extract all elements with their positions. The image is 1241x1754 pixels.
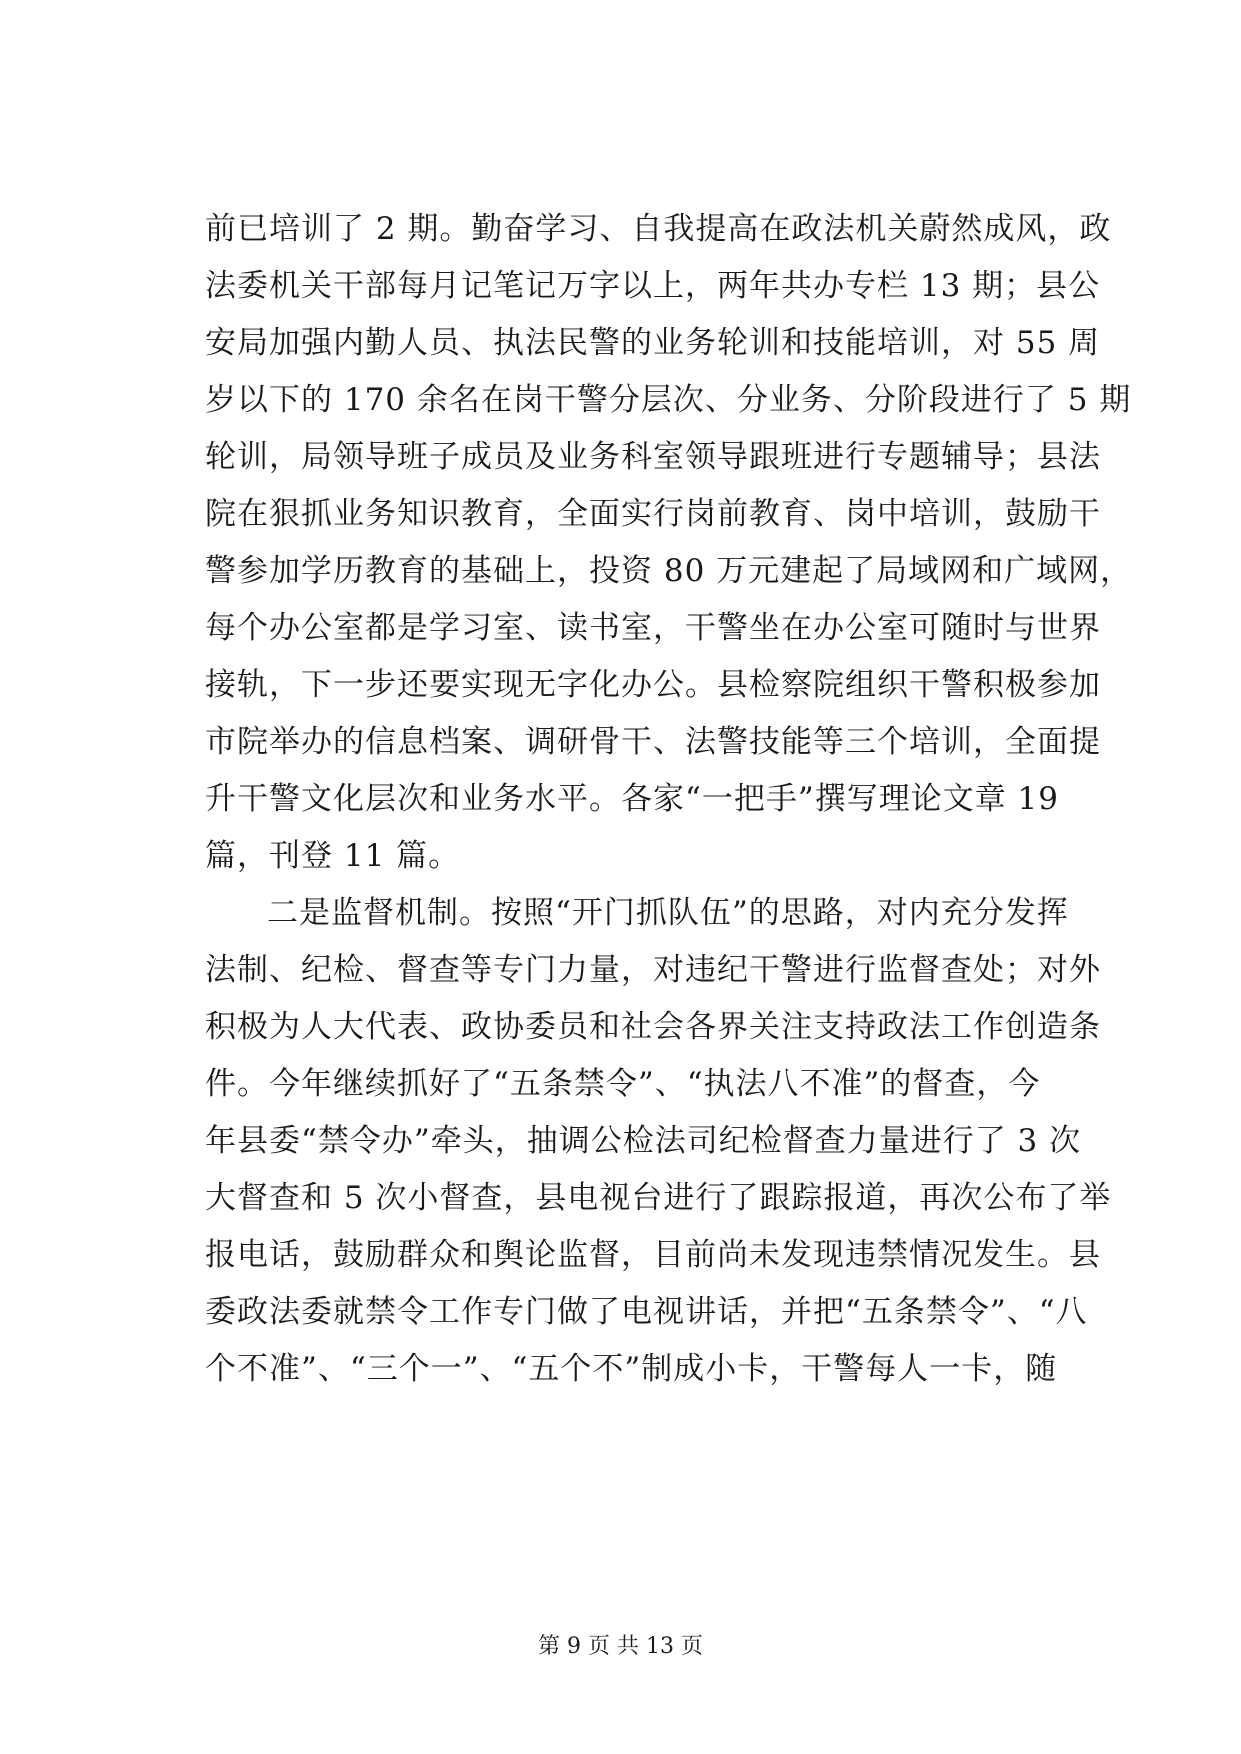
line-text: 院在狠抓业务知识教育，全面实行岗前教育、岗中培训，鼓励干 bbox=[205, 496, 1101, 532]
text-line bbox=[0, 1282, 1241, 1342]
line-text: 警参加学历教育的基础上，投资 80 万元建起了局域网和广域网， bbox=[205, 553, 1133, 589]
text-line bbox=[0, 1054, 1241, 1114]
page-footer bbox=[0, 1632, 1241, 1662]
text-line bbox=[0, 598, 1241, 658]
text-line bbox=[0, 541, 1241, 601]
text-line bbox=[0, 1168, 1241, 1228]
line-text: 委政法委就禁令工作专门做了电视讲话，并把“五条禁令”、“八 bbox=[205, 1294, 1088, 1330]
text-line bbox=[0, 313, 1241, 373]
line-text: 报电话，鼓励群众和舆论监督，目前尚未发现违禁情况发生。县 bbox=[205, 1237, 1101, 1273]
line-text: 件。今年继续抓好了“五条禁令”、“执法八不准”的督查，今 bbox=[205, 1066, 1041, 1102]
line-text: 二是监督机制。按照“开门抓队伍”的思路，对内充分发挥 bbox=[267, 895, 1069, 931]
line-text: 每个办公室都是学习室、读书室，干警坐在办公室可随时与世界 bbox=[205, 610, 1101, 646]
text-line bbox=[0, 484, 1241, 544]
line-text: 个不准”、“三个一”、“五个不”制成小卡，干警每人一卡，随 bbox=[205, 1351, 1058, 1387]
text-line bbox=[0, 940, 1241, 1000]
text-line bbox=[0, 883, 1241, 943]
text-line bbox=[0, 256, 1241, 316]
line-text: 积极为人大代表、政协委员和社会各界关注支持政法工作创造条 bbox=[205, 1009, 1101, 1045]
text-line bbox=[0, 427, 1241, 487]
line-text: 大督查和 5 次小督查，县电视台进行了跟踪报道，再次公布了举 bbox=[205, 1180, 1112, 1216]
text-line bbox=[0, 1225, 1241, 1285]
text-line bbox=[0, 655, 1241, 715]
line-text: 轮训，局领导班子成员及业务科室领导跟班进行专题辅导；县法 bbox=[205, 439, 1101, 475]
line-text: 法委机关干部每月记笔记万字以上，两年共办专栏 13 期；县公 bbox=[205, 268, 1101, 304]
line-text: 接轨，下一步还要实现无字化办公。县检察院组织干警积极参加 bbox=[205, 667, 1101, 703]
line-text: 安局加强内勤人员、执法民警的业务轮训和技能培训，对 55 周 bbox=[205, 325, 1101, 361]
line-text: 岁以下的 170 余名在岗干警分层次、分业务、分阶段进行了 5 期 bbox=[205, 382, 1132, 418]
line-text: 前已培训了 2 期。勤奋学习、自我提高在政法机关蔚然成风，政 bbox=[205, 211, 1112, 247]
text-line bbox=[0, 712, 1241, 772]
line-text: 升干警文化层次和业务水平。各家“一把手”撰写理论文章 19 bbox=[205, 781, 1059, 817]
line-text: 年县委“禁令办”牵头，抽调公检法司纪检督查力量进行了 3 次 bbox=[205, 1123, 1082, 1159]
text-line bbox=[0, 769, 1241, 829]
line-text: 法制、纪检、督查等专门力量，对违纪干警进行监督查处；对外 bbox=[205, 952, 1101, 988]
text-line bbox=[0, 1111, 1241, 1171]
line-text: 篇，刊登 11 篇。 bbox=[205, 838, 461, 874]
text-line bbox=[0, 370, 1241, 430]
line-text: 市院举办的信息档案、调研骨干、法警技能等三个培训，全面提 bbox=[205, 724, 1101, 760]
page-number: 第 9 页 共 13 页 bbox=[538, 1634, 703, 1659]
text-line bbox=[0, 199, 1241, 259]
text-line bbox=[0, 1339, 1241, 1399]
text-line bbox=[0, 826, 1241, 886]
text-line bbox=[0, 997, 1241, 1057]
